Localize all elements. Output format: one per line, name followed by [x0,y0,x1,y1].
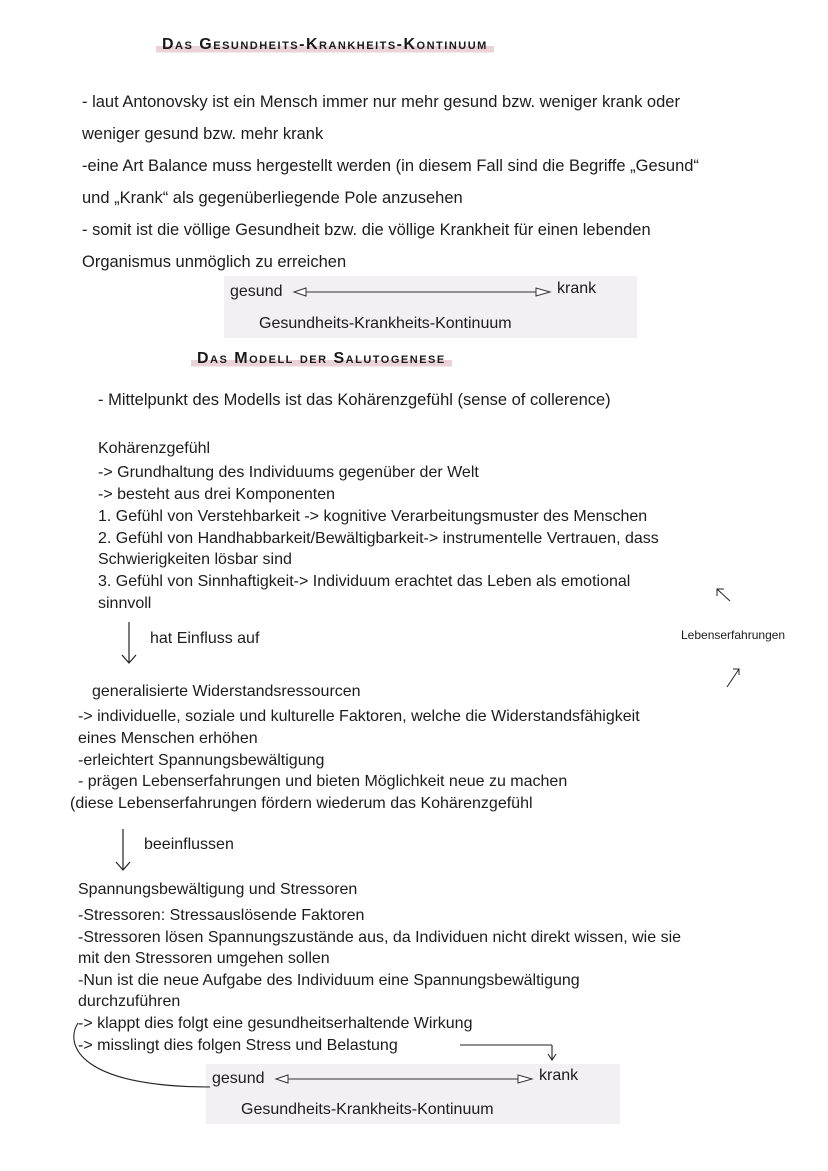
list-item: (diese Lebenserfahrungen fördern wiederum das Kohärenzgefühl [70,795,533,812]
paragraph-line: -eine Art Balance muss hergestellt werden (in diesem Fall sind die Begriffe „Gesund“ [82,157,699,175]
paragraph-line: weniger gesund bzw. mehr krank [82,125,324,143]
pole-label-healthy: gesund [212,1070,265,1087]
subheading-coherence: Kohärenzgefühl [98,440,211,457]
list-item: -> Grundhaltung des Individuums gegenüber der Welt [98,464,479,481]
arrow-up-left-icon [712,586,734,604]
list-item: -> misslingt dies folgen Stress und Belastung [78,1037,398,1054]
subheading-tension: Spannungsbewältigung und Stressoren [78,881,358,898]
list-item: eines Menschen erhöhen [78,730,258,747]
list-item: -Stressoren: Stressauslösende Faktoren [78,907,365,924]
list-item: - prägen Lebenserfahrungen und bieten Möglichkeit neue zu machen [78,773,568,790]
continuum-arrow-icon [292,284,552,300]
section-heading-salutogenesis: Das Modell der Salutogenese [191,350,452,368]
pole-label-sick: krank [557,280,597,297]
side-note: Lebenserfahrungen [681,628,786,642]
arrow-label: hat Einfluss auf [150,630,260,647]
list-item: -Nun ist die neue Aufgabe des Individuum eine Spannungsbewältigung [78,972,580,989]
pole-label-sick: krank [539,1067,579,1084]
paragraph-line: Organismus unmöglich zu erreichen [82,253,347,271]
paragraph-line: - somit ist die völlige Gesundheit bzw. die völlige Krankheit für einen lebenden [82,221,651,239]
list-item: durchzuführen [78,993,181,1010]
list-item: 1. Gefühl von Verstehbarkeit -> kognitive Verarbeitungsmuster des Menschen [98,508,648,525]
section-heading-continuum: Das Gesundheits-Krankheits-Kontinuum [156,36,494,54]
down-arrow-icon [118,620,140,666]
list-item: -> besteht aus drei Komponenten [98,486,336,503]
diagram-caption: Gesundheits-Krankheits-Kontinuum [259,315,512,332]
intro-line: - Mittelpunkt des Modells ist das Kohärenzgefühl (sense of collerence) [98,391,611,409]
arrow-up-right-icon [722,664,744,690]
paragraph-line: und „Krank“ als gegenüberliegende Pole anzusehen [82,189,463,207]
list-item: mit den Stressoren umgehen sollen [78,950,330,967]
arrow-label: beeinflussen [144,836,234,853]
subheading-resources: generalisierte Widerstandsressourcen [92,683,361,700]
continuum-arrow-icon [274,1071,534,1087]
list-item: -> individuelle, soziale und kulturelle Faktoren, welche die Widerstandsfähigkeit [78,708,640,725]
list-item: -erleichtert Spannungsbewältigung [78,752,325,769]
paragraph-line: - laut Antonovsky ist ein Mensch immer nur mehr gesund bzw. weniger krank oder [82,93,680,111]
list-item: 2. Gefühl von Handhabbarkeit/Bewältigbarkeit-> instrumentelle Vertrauen, dass [98,530,659,547]
pole-label-healthy: gesund [230,283,283,300]
list-item: 3. Gefühl von Sinnhaftigkeit-> Individuum erachtet das Leben als emotional [98,573,631,590]
list-item: -Stressoren lösen Spannungszustände aus, da Individuen nicht direkt wissen, wie sie [78,929,682,946]
list-item: -> klappt dies folgt eine gesundheitserhaltende Wirkung [78,1015,473,1032]
list-item: Schwierigkeiten lösbar sind [98,551,292,568]
diagram-caption: Gesundheits-Krankheits-Kontinuum [241,1101,494,1118]
list-item: sinnvoll [98,595,152,612]
down-arrow-icon [112,827,134,873]
